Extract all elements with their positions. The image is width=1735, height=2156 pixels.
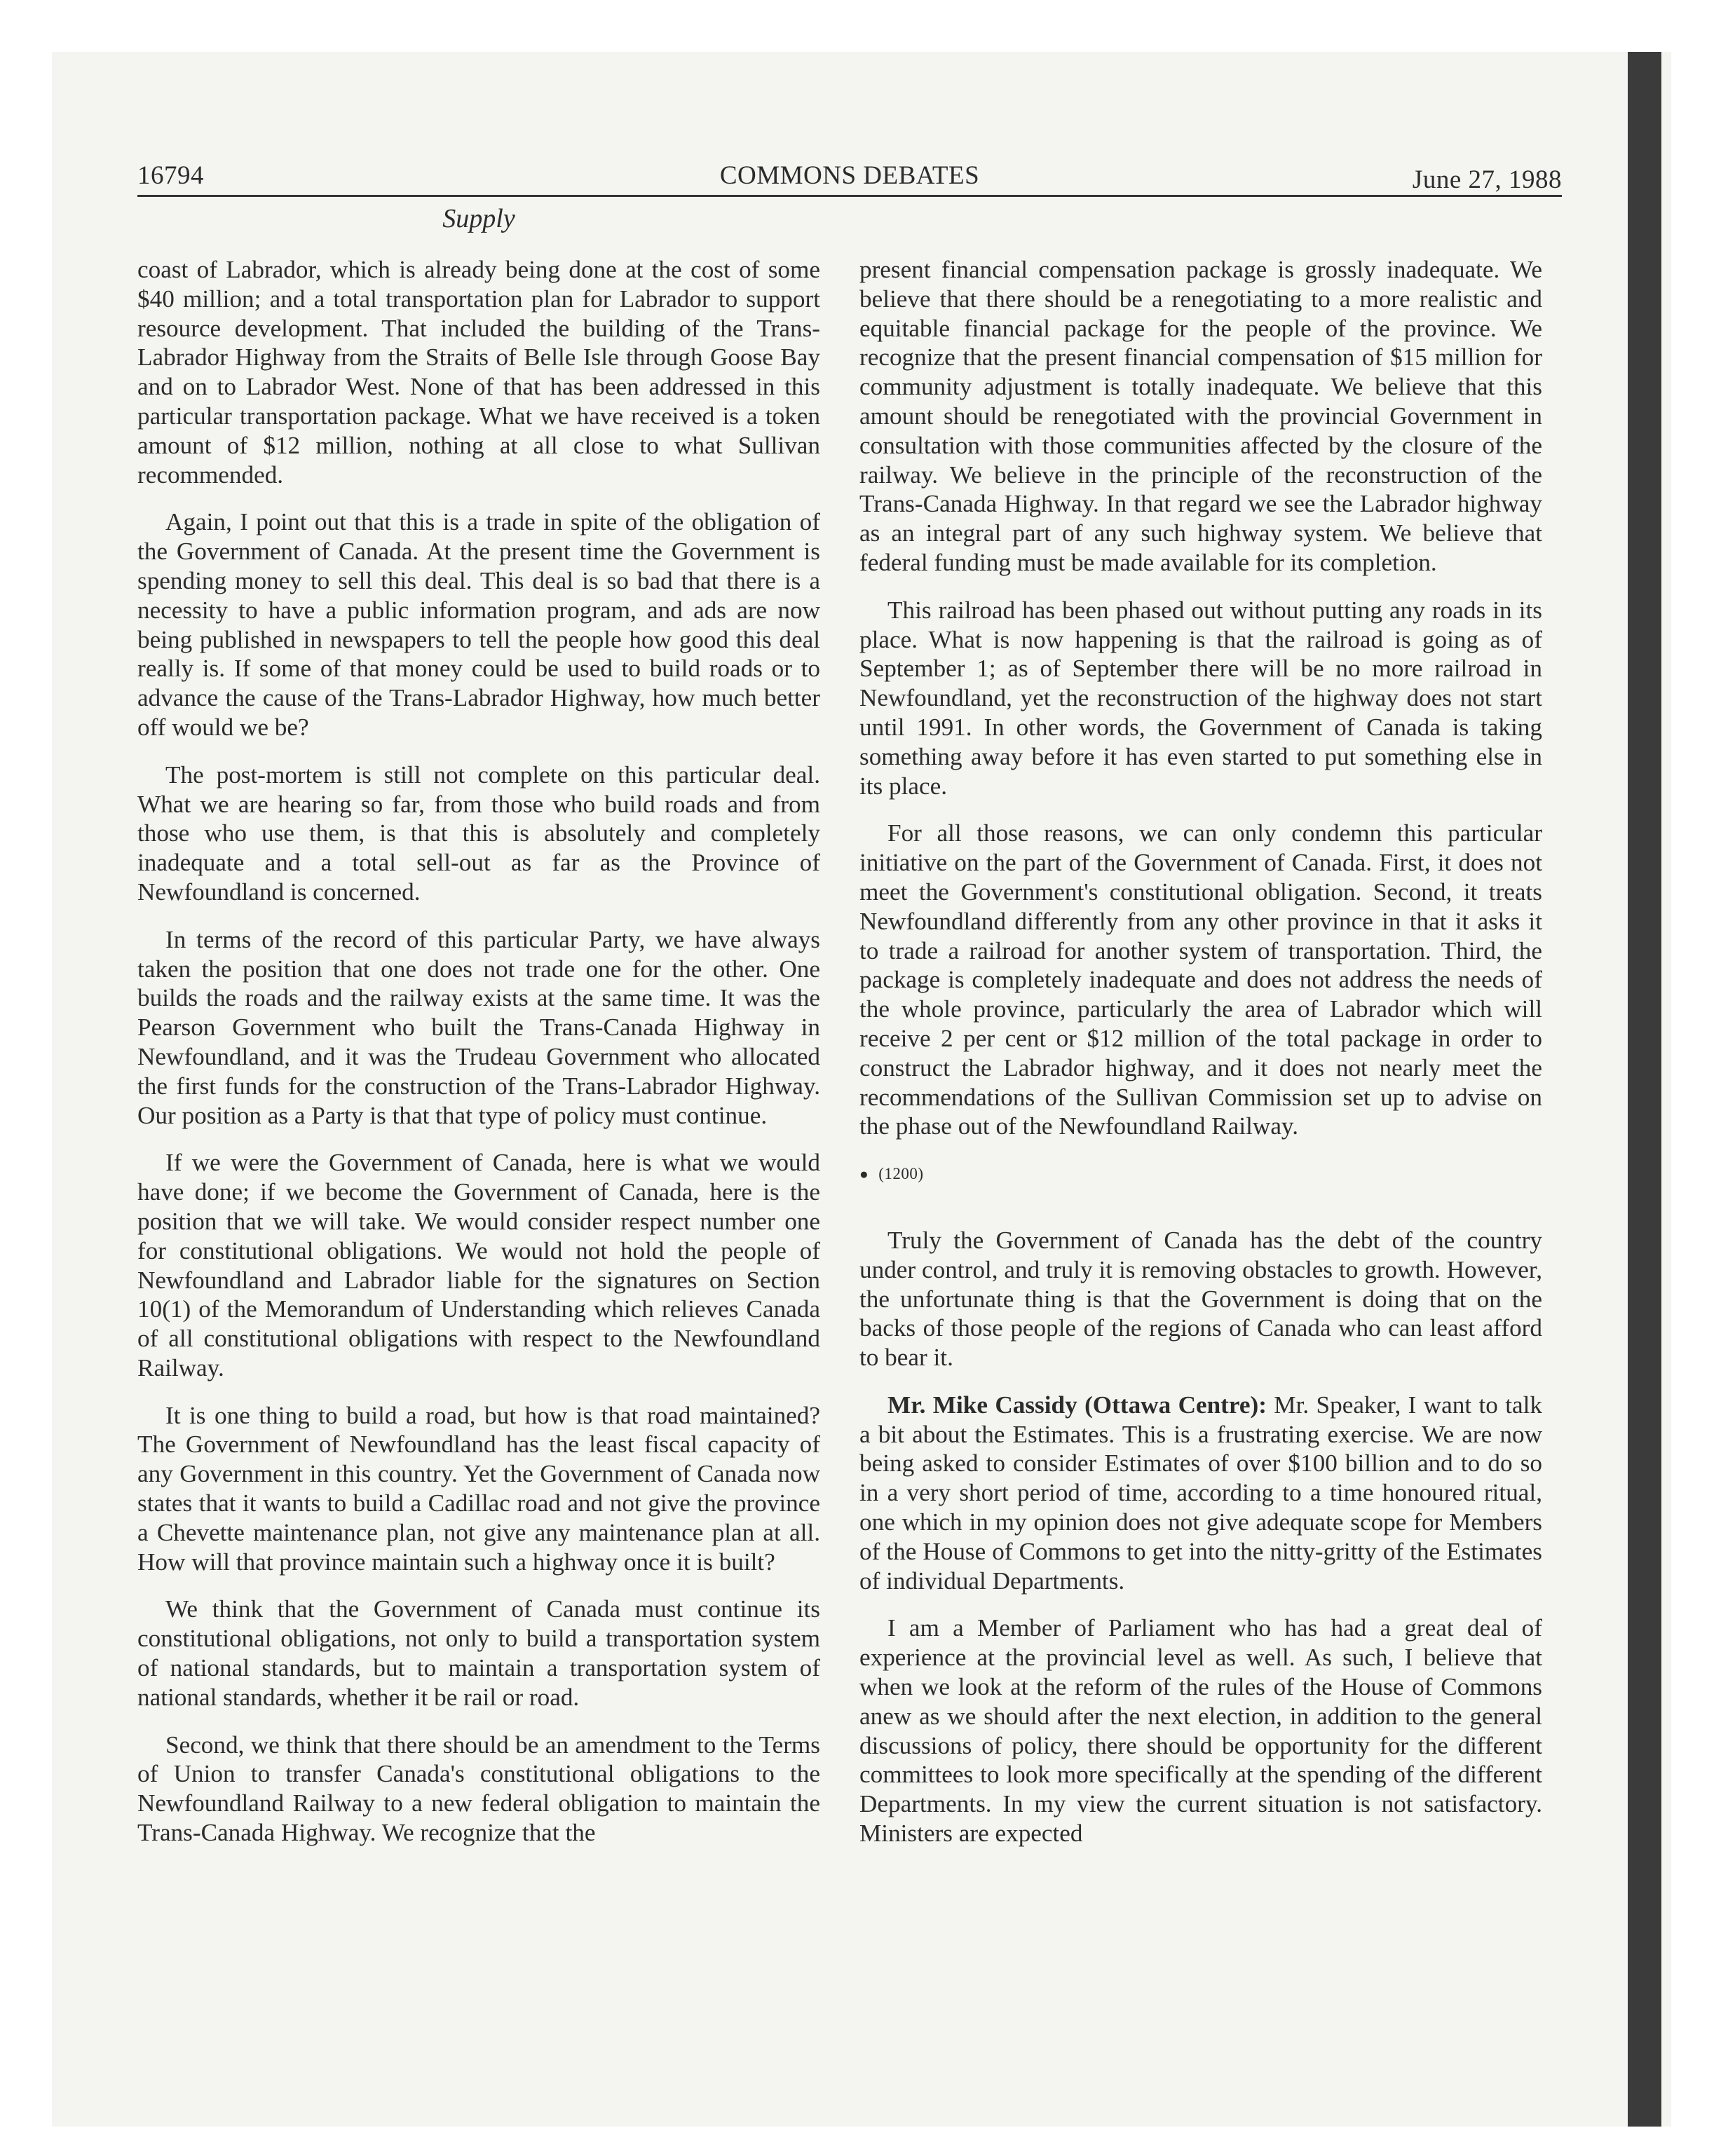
paragraph: This railroad has been phased out without putting any roads in its place. What is now happening is that the railroad is going as of September 1; as of September there will be no more railroad in Newfoundland, yet the reconstruction of the highway does not start until 1991. In other words, the Government of Canada is taking something away before it has even started to put something else in its place. (859, 596, 1542, 800)
right-column (859, 255, 1542, 1867)
paragraph: The post-mortem is still not complete on this particular deal. What we are hearing so far, from those who build roads and from those who use them, is that this is absolutely and completely inadequate and a total sell-out as far as the Province of Newfoundland is concerned. (137, 760, 820, 906)
speaker-riding: (Ottawa Centre): (1084, 1391, 1267, 1419)
left-column (137, 255, 820, 1866)
paragraph: For all those reasons, we can only condemn this particular initiative on the part of the Government of Canada. First, it does not meet the Government's constitutional obligation. Second, it treats Newfoundland differently from any other province in that it asks it to trade a railroad for another system of transportation. Third, the package is completely inadequate and does not address the needs of the whole province, particularly the area of Labrador which will receive 2 per cent or $12 million of the total package in order to construct the Labrador highway, and it does not nearly meet the recommendations of the Sullivan Commission set up to advise on the phase out of the Newfoundland Railway. (859, 819, 1542, 1140)
paragraph: We think that the Government of Canada must continue its constitutional obligations, not only to build a transportation system of national standards, but to maintain a transportation system of national standards, whether it be rail or road. (137, 1595, 820, 1711)
time-marker (859, 1159, 1542, 1189)
paragraph: In terms of the record of this particular Party, we have always taken the position that one does not trade one for the other. One builds the roads and the railway exists at the same time. It was the Pearson Government who built the Trans-Canada Highway in Newfoundland, and it was the Trudeau Government who allocated the first funds for the construction of the Trans-Labrador Highway. Our position as a Party is that that type of policy must continue. (137, 925, 820, 1129)
publication-title: COMMONS DEBATES (719, 161, 980, 190)
section-title: Supply (442, 204, 515, 233)
paragraph: Second, we think that there should be an amendment to the Terms of Union to transfer Canada's constitutional obligations to the Newfoundland Railway to a new federal obligation to maintain the Trans-Canada Highway. We recognize that the (137, 1731, 820, 1847)
bullet-icon: ● (859, 1166, 869, 1183)
paragraph: It is one thing to build a road, but how is that road maintained? The Government of Newfoundland has the least fiscal capacity of any Government in this country. Yet the Government of Canada now states that it wants to build a Cadillac road and not give the province a Chevette maintenance plan, not give any maintenance plan at all. How will that province maintain such a highway once it is built? (137, 1401, 820, 1576)
page-number: 16794 (137, 161, 204, 190)
header-rule (137, 195, 1562, 197)
speaker-text: Mr. Speaker, I want to talk a bit about the Estimates. This is a frustrating exercise. We are now being asked to consider Estimates of over $100 billion and to do so in a very short period of time, according to a time honoured ritual, one which in my opinion does not give adequate scope for Members of the House of Commons to get into the nitty-gritty of the Estimates of individual Departments. (859, 1391, 1543, 1595)
paragraph: coast of Labrador, which is already being done at the cost of some $40 million; and a total transportation plan for Labrador to support resource development. That included the building of the Trans-Labrador Highway from the Straits of Belle Isle through Goose Bay and on to Labrador West. None of that has been addressed in this particular transportation package. What we have received is a token amount of $12 million, nothing at all close to what Sullivan recommended. (137, 256, 820, 489)
time-marker-text: (1200) (878, 1165, 924, 1183)
publication-date: June 27, 1988 (1412, 165, 1562, 194)
paragraph: present financial compensation package is grossly inadequate. We believe that there should be a renegotiating to a more realistic and equitable financial package for the people of the province. We recognize that the present financial compensation of $15 million for community adjustment is totally inadequate. We believe that this amount should be renegotiated with the provincial Government in consultation with those communities affected by the closure of the railway. We believe in the principle of the reconstruction of the Trans-Canada Highway. In that regard we see the Labrador highway as an integral part of any such highway system. We believe that federal funding must be made available for its completion. (859, 256, 1542, 576)
speaker-name: Mr. Mike Cassidy (887, 1391, 1077, 1419)
paragraph: Truly the Government of Canada has the debt of the country under control, and truly it is removing obstacles to growth. However, the unfortunate thing is that the Government is doing that on the backs of those people of the regions of Canada who can least afford to bear it. (859, 1226, 1542, 1372)
paragraph: If we were the Government of Canada, here is what we would have done; if we become the Government of Canada, here is the position that we will take. We would consider respect number one for constitutional obligations. We would not hold the people of Newfoundland and Labrador liable for the signatures on Section 10(1) of the Memorandum of Understanding which relieves Canada of all constitutional obligations with respect to the Newfoundland Railway. (137, 1149, 820, 1381)
paragraph: I am a Member of Parliament who has had a great deal of experience at the provincial level as well. As such, I believe that when we look at the reform of the rules of the House of Commons anew as we should after the next election, in addition to the general discussions of policy, there should be opportunity for the different committees to look more specifically at the spending of the different Departments. In my view the current situation is not satisfactory. Ministers are expected (859, 1614, 1542, 1848)
speaker-paragraph (859, 1391, 1542, 1596)
paragraph: Again, I point out that this is a trade in spite of the obligation of the Government of Canada. At the present time the Government is spending money to sell this deal. This deal is so bad that there is a necessity to have a public information program, and ads are now being published in newspapers to tell the people how good this deal really is. If some of that money could be used to build roads or to advance the cause of the Trans-Labrador Highway, how much better off would we be? (137, 508, 820, 741)
scan-edge-shadow (1628, 52, 1661, 2127)
page-header (137, 156, 1562, 198)
